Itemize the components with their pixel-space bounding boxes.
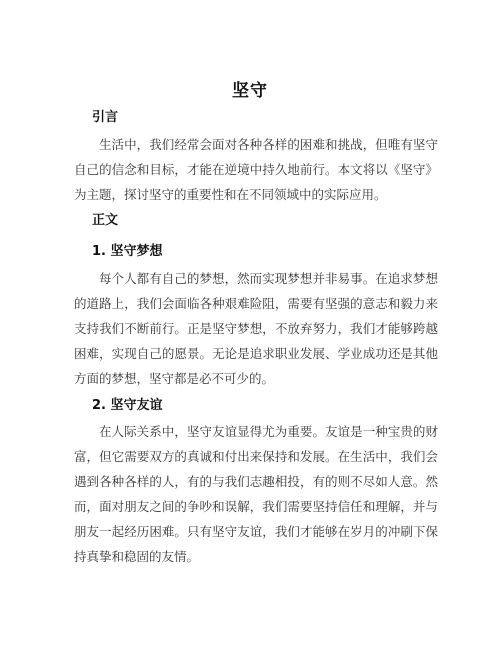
section2-heading: 2. 坚守友谊 [92,398,163,413]
section2-paragraph: 在人际关系中，坚守友谊显得尤为重要。友谊是一种宝贵的财富，但它需要双方的真诚和付出来保持和发展。在生活中，我们会遇到各种各样的人，有的与我们志趣相投，有的则不尽如人意。然而，面对朋友之间的争吵和误解，我们需要坚持信任和理解，并与朋友一起经历困难。只有坚守友谊，我们才能够在岁月的冲刷下保持真挚和稳固的友情。 [74,424,438,564]
section1-heading: 1. 坚守梦想 [92,244,163,259]
section1-paragraph: 每个人都有自己的梦想，然而实现梦想并非易事。在追求梦想的道路上，我们会面临各种艰难险阻，需要有坚强的意志和毅力来支持我们不断前行。正是坚守梦想，不放弃努力，我们才能够跨越困难，实现自己的愿景。无论是追求职业发展、学业成功还是其他方面的梦想，坚守都是必不可少的。 [74,271,438,386]
intro-paragraph: 生活中，我们经常会面对各种各样的困难和挑战，但唯有坚守自己的信念和目标，才能在逆境中持久地前行。本文将以《坚守》为主题，探讨坚守的重要性和在不同领域中的实际应用。 [74,137,438,202]
document-title: 坚守 [232,81,268,101]
intro-heading: 引言 [92,110,119,125]
body-heading: 正文 [92,213,119,228]
